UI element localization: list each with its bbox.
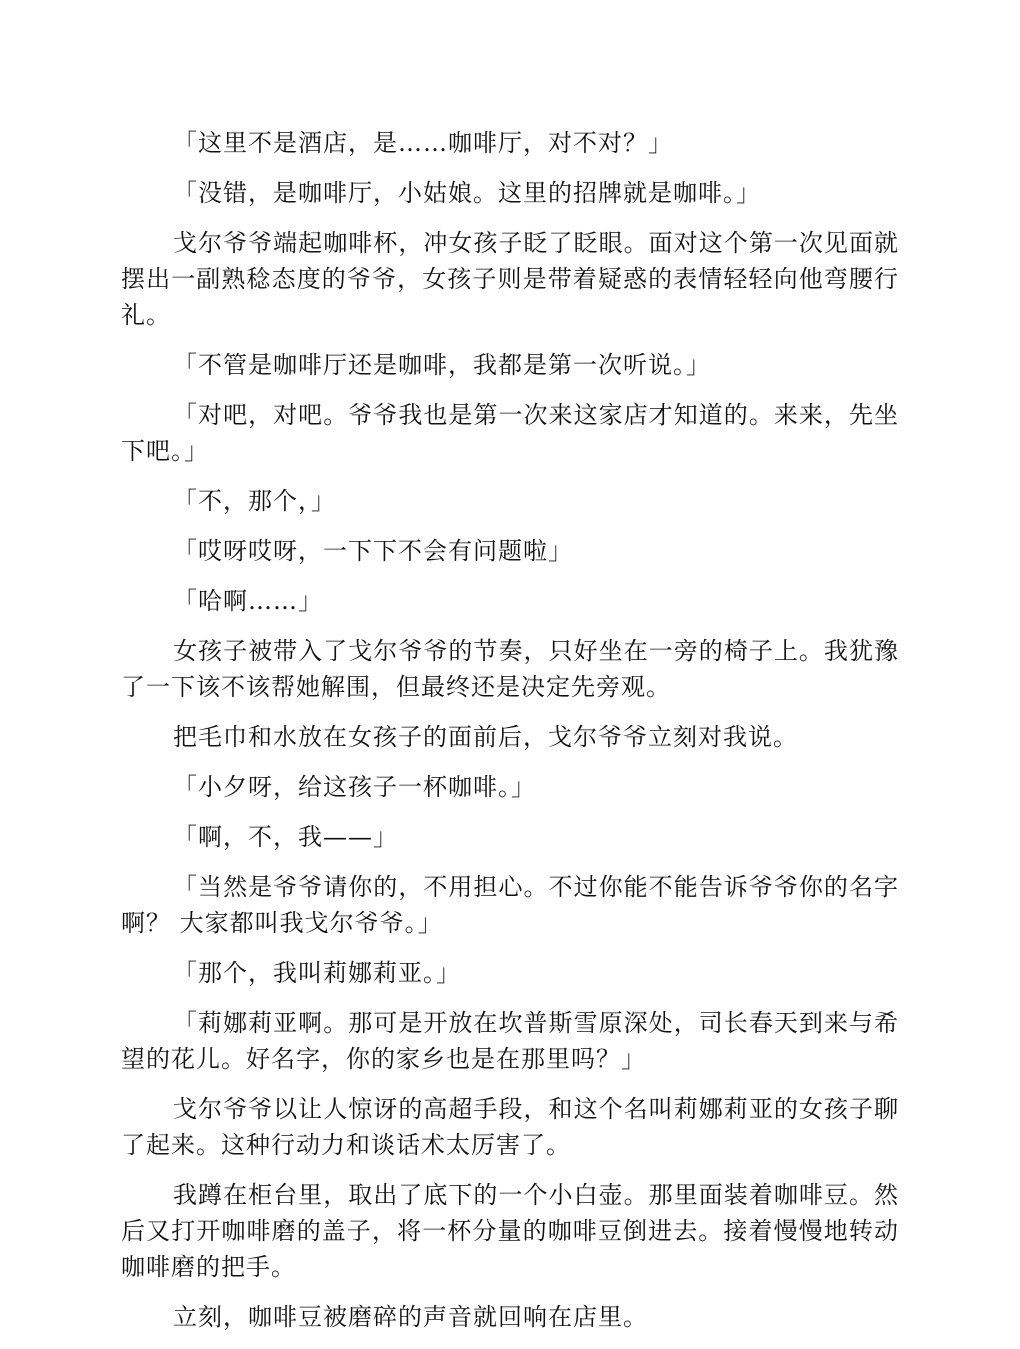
paragraph: 我蹲在柜台里，取出了底下的一个小白壶。那里面装着咖啡豆。然后又打开咖啡磨的盖子，将一杯分量的咖啡豆倒进去。接着慢慢地转动咖啡磨的把手。 [121, 1181, 899, 1281]
paragraph: 「莉娜莉亚啊。那可是开放在坎普斯雪原深处，司长春天到来与希望的花儿。好名字，你的家乡也是在那里吗？」 [121, 1009, 899, 1073]
paragraph: 「小夕呀，给这孩子一杯咖啡。」 [173, 773, 536, 801]
paragraph: 「没错，是咖啡厅，小姑娘。这里的招牌就是咖啡。」 [173, 179, 761, 207]
paragraph: 立刻，咖啡豆被磨碎的声音就回响在店里。 [173, 1303, 648, 1331]
paragraph: 「对吧，对吧。爷爷我也是第一次来这家店才知道的。来来，先坐下吧。」 [121, 401, 899, 465]
paragraph: 「不，那个，」 [173, 487, 336, 515]
paragraph: 女孩子被带入了戈尔爷爷的节奏，只好坐在一旁的椅子上。我犹豫了一下该不该帮她解围，但最终还是决定先旁观。 [121, 637, 899, 701]
paragraph: 戈尔爷爷以让人惊讶的高超手段，和这个名叫莉娜莉亚的女孩子聊了起来。这种行动力和谈话术太厉害了。 [121, 1095, 899, 1159]
paragraph: 「这里不是酒店，是……咖啡厅，对不对？」 [173, 129, 673, 157]
document-page [121, 125, 899, 1349]
paragraph: 「哎呀哎呀，一下下不会有问题啦」 [173, 537, 573, 565]
paragraph: 「那个，我叫莉娜莉亚。」 [173, 959, 461, 987]
paragraph: 戈尔爷爷端起咖啡杯，冲女孩子眨了眨眼。面对这个第一次见面就摆出一副熟稔态度的爷爷，女孩子则是带着疑惑的表情轻轻向他弯腰行礼。 [121, 229, 899, 329]
paragraph: 「啊，不，我——」 [173, 823, 398, 851]
paragraph: 「当然是爷爷请你的，不用担心。不过你能不能告诉爷爷你的名字啊？ 大家都叫我戈尔爷爷。」 [121, 873, 899, 937]
paragraph: 「不管是咖啡厅还是咖啡，我都是第一次听说。」 [173, 351, 711, 379]
paragraph: 「哈啊……」 [173, 587, 323, 615]
paragraph: 把毛巾和水放在女孩子的面前后，戈尔爷爷立刻对我说。 [173, 723, 798, 751]
